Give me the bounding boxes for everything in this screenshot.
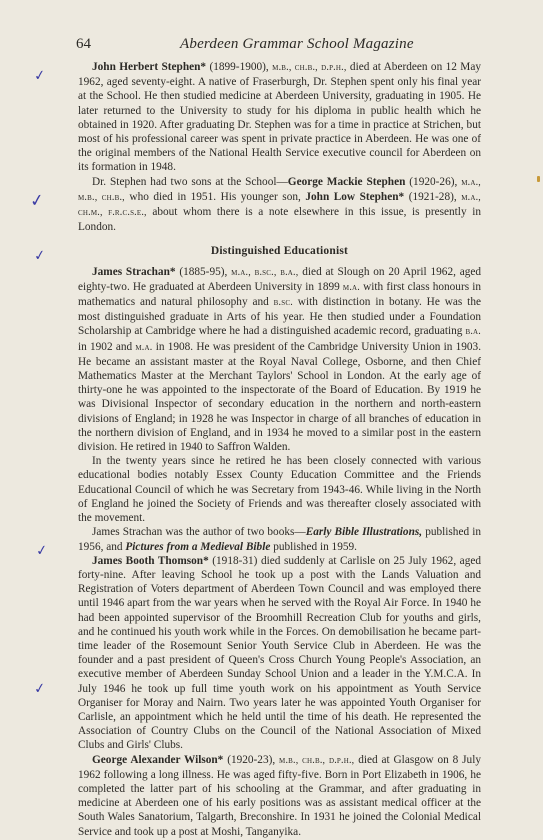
obituary-text: died at Slough on 20 April 1962, aged eighty-two. He graduated at Aberdeen University in 1899 — [78, 265, 482, 293]
person-name: James Booth Thomson* — [92, 554, 209, 567]
obituary-thomson — [78, 554, 481, 753]
paragraph-text: Dr. Stephen had two sons at the School— — [92, 175, 288, 188]
section-heading: Distinguished Educationist — [210, 245, 349, 258]
check-mark-icon: ✓ — [32, 247, 47, 265]
person-name: George Alexander Wilson* — [92, 753, 224, 766]
degree: b.a. — [465, 326, 481, 338]
degrees: m.b., ch.b., d.p.h., — [272, 62, 347, 73]
school-dates: (1920-23), — [227, 753, 276, 766]
obituary-stephen — [78, 60, 481, 175]
strachan-paragraph-2: In the twenty years since he retired he has been closely connected with various educational bodies notably Essex County Education Committee and the Friends Educational Council of which he was Secretary from 1943-46. While living in the North of England he joined the Society of Friends and was thereafter closely associated with the movement. — [78, 455, 481, 525]
person-name: John Low Stephen* — [305, 190, 405, 203]
degree: m.a. — [342, 281, 360, 293]
check-mark-icon: ✓ — [28, 190, 46, 212]
degree: m.a. — [135, 341, 153, 353]
book-title: Pictures from a Medieval Bible — [125, 540, 271, 553]
degrees: m.a., ch.m., f.r.c.s.e., — [78, 191, 481, 219]
paragraph-text: published in 1959. — [273, 540, 357, 553]
school-dates: (1899-1900), — [209, 61, 269, 73]
article-body — [78, 60, 481, 839]
book-title: Early Bible Illustrations, — [305, 526, 423, 539]
check-mark-icon: ✓ — [32, 67, 47, 85]
margin-dot — [537, 176, 540, 182]
obituary-text: died at Glasgow on 8 July 1962 following a long illness. He was aged fifty-five. Born in Port Elizabeth in 1906, he completed the latter part of his schooling at the Grammar, and after graduating in medicine at Aberdeen one of his early positions was as assistant medical officer at the South Wales Sanatorium, Talgarth, Breconshire. In 1931 he joined the Colonial Medical Service and took up a post at Moshi, Tanganyika. — [78, 753, 481, 838]
school-dates: (1921-28), — [408, 190, 457, 203]
obituary-text: with distinction in botany. He was the most distinguished graduate in Arts of his year. He then studied under a Foundation Scholarship at Cambridge where he had a distinguished academic record, graduating — [78, 296, 481, 338]
stephen-sons-paragraph — [78, 175, 481, 235]
paragraph-text: about whom there is a note elsewhere in this issue, is presently in London. — [78, 206, 481, 234]
paragraph-text: who died in 1951. His younger son, — [129, 190, 301, 203]
obituary-text: in 1908. He was president of the Cambridge University Union in 1903. He became an assistant master at the Royal Naval College, Osborne, and then Chief Mathematics Master at the Merchant Taylors' School in London. At the early age of thirty-one he was appointed to the inspectorate of the Board of Education. By 1919 he was Divisional Inspector of secondary education in the northern and north-eastern divisions of England; in 1928 he was Inspector in charge of all branches of education in the northern division of England, and in 1934 he moved to a similar post in the eastern division. He retired in 1940 to Saffron Walden. — [78, 340, 482, 454]
strachan-paragraph-3 — [78, 525, 481, 553]
degrees: m.b., ch.b., d.p.h., — [279, 754, 355, 766]
degrees: m.a., m.b., ch.b., — [78, 176, 481, 203]
obituary-wilson — [78, 753, 481, 839]
obituary-text: died suddenly at Carlisle on 25 July 1962, aged forty-nine. After leaving School he took up a post with the Lands Valuation and Registration of Voters department of Aberdeen Town Council and was employed there until 1946 apart from the war years when he served with the Royal Air Force. In 1940 he had been appointed supervisor of the Broomhill Recreation Club for youths and girls, and he continued his youth work while in the Forces. On demobilisation he became part-time leader of the Rosemount Senior Youth Service Club in Aberdeen. He was the founder and a past president of Queen's Cross Church Young People's Association, an executive member of Aberdeen Sunday School Union and a leader in the Y.M.C.A. In July 1946 he took up full time youth work on his appointment as Youth Service Organiser for Moray and Nairn. Two years later he was appointed Youth Organiser for Carlisle, an appointment which he held until the time of his death. He represented the Association of Country Clubs on the Council of the National Association of Mixed Clubs and Girls' Clubs. — [78, 554, 482, 752]
school-dates: (1885-95), — [179, 265, 228, 278]
degrees: m.a., b.sc., b.a., — [231, 266, 299, 278]
obituary-strachan — [78, 265, 481, 455]
check-mark-icon: ✓ — [34, 542, 49, 560]
school-dates: (1920-26), — [409, 175, 458, 188]
school-dates: (1918-31) — [212, 554, 258, 567]
paragraph-text: published in 1956, and — [78, 526, 482, 553]
obituary-text: in 1902 and — [78, 340, 133, 353]
person-name: John Herbert Stephen* — [92, 61, 207, 73]
journal-title: Aberdeen Grammar School Magazine — [180, 36, 414, 52]
degree: b.sc. — [273, 297, 293, 309]
obituary-text: with first class honours in mathematics and natural philosophy and — [78, 280, 482, 309]
page-header — [76, 36, 483, 58]
page-number: 64 — [76, 36, 91, 52]
person-name: George Mackie Stephen — [287, 175, 406, 188]
obituary-text: died at Aberdeen on 12 May 1962, aged seventy-eight. A native of Fraserburgh, Dr. Stephen spent only his final year at the School. He then studied medicine at Aberdeen University, graduating in 1905. He later returned to the University to study for his diploma in public health which he obtained in 1920. After graduating Dr. Stephen was for a time in practice at Strichen, but most of his professional career was spent in private practice in Aberdeen. He was one of the original members of the National Health Service executive council for Aberdeen on its formation in 1948. — [78, 61, 481, 174]
check-mark-icon: ✓ — [32, 680, 47, 698]
person-name: James Strachan* — [92, 265, 176, 278]
paragraph-text: James Strachan was the author of two books— — [92, 526, 306, 539]
